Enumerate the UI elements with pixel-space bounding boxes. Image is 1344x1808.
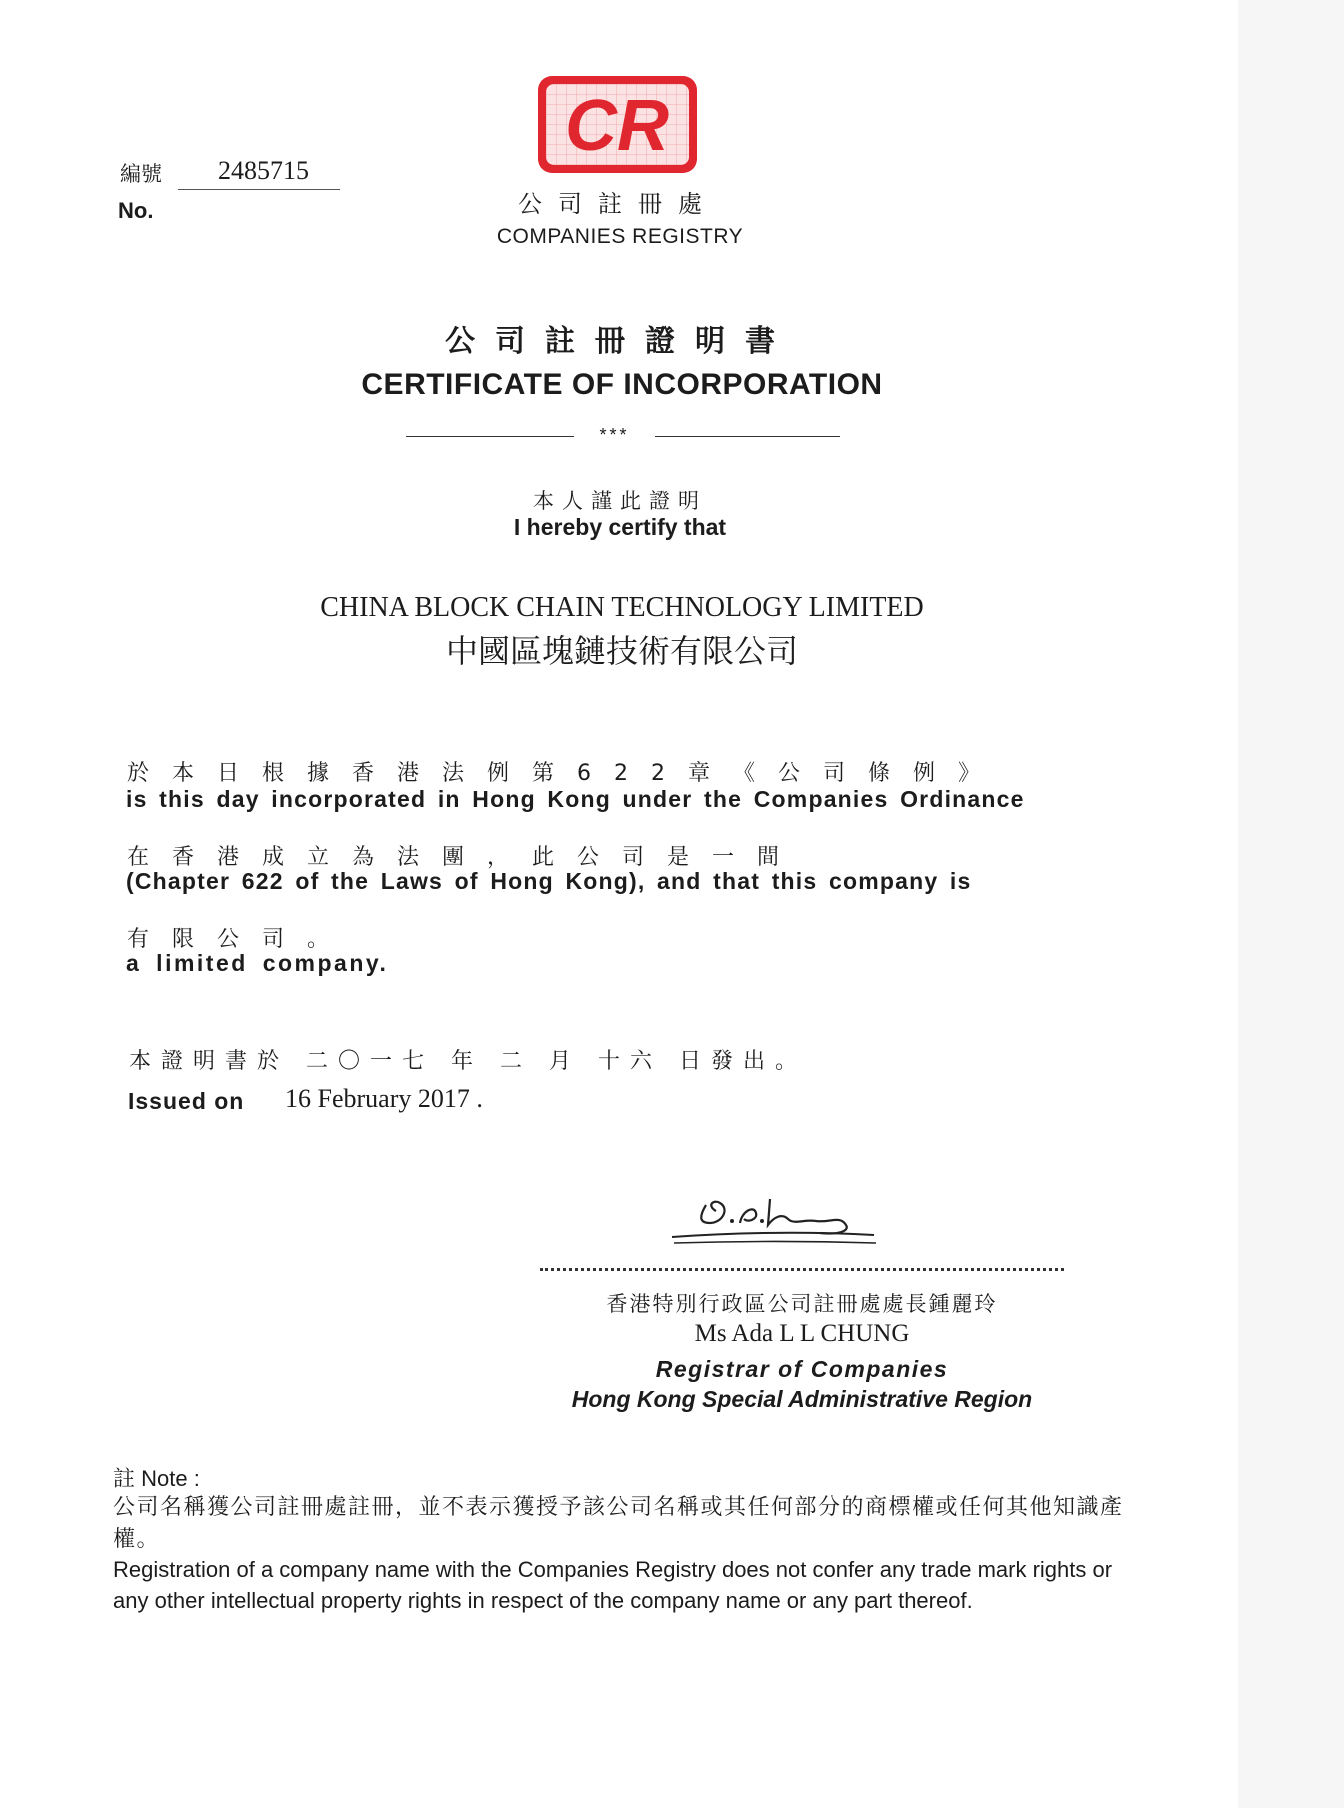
certificate-no-value: 2485715: [218, 156, 309, 185]
note-en: Registration of a company name with the Companies Registry does not confer any trade mark rights or any other intellectual property rights in respect of the company name or any part thereof.: [113, 1557, 1113, 1613]
title-en: CERTIFICATE OF INCORPORATION: [361, 368, 883, 401]
company-name-en: CHINA BLOCK CHAIN TECHNOLOGY LIMITED: [320, 592, 924, 623]
title-rule-right: [655, 436, 840, 437]
title-rule-left: [406, 436, 574, 437]
title-separator: ***: [599, 425, 630, 445]
logo-text: CR: [565, 86, 669, 166]
signatory-title-zh: 香港特別行政區公司註冊處處長鍾麗玲: [606, 1292, 998, 1316]
body-line3-en: a limited company.: [126, 950, 389, 976]
company-name-zh: 中國區塊鏈技術有限公司: [445, 632, 798, 670]
note-zh: 公司名稱獲公司註冊處註冊，並不表示獲授予該公司名稱或其任何部分的商標權或任何其他知識產權。: [113, 1495, 1124, 1552]
certify-zh: 本人謹此證明: [533, 489, 707, 513]
body-line3-zh: 有限公司。: [127, 927, 353, 952]
certificate-no-underline: [178, 189, 340, 190]
issued-label-en: Issued on: [128, 1088, 245, 1114]
issued-zh: 本證明書於 二〇一七 年 二 月 十六 日發出。: [129, 1049, 807, 1074]
signatory-name: Ms Ada L L CHUNG: [694, 1320, 910, 1347]
signature-dotted-line: [540, 1268, 1064, 1271]
note-header: 註 Note :: [113, 1466, 200, 1491]
registrar-signature: [670, 1185, 880, 1251]
signatory-title-en-2: Hong Kong Special Administrative Region: [571, 1386, 1033, 1412]
body-line1-zh: 於本日根據香港法例第622章《公司條例》: [127, 761, 1003, 786]
certify-en: I hereby certify that: [513, 514, 727, 540]
issued-date-en: 16 February 2017 .: [285, 1084, 483, 1113]
issuer-name-zh: 公司註冊處: [518, 190, 718, 218]
companies-registry-logo: [536, 74, 699, 175]
page-edge: [1238, 0, 1344, 1808]
issuer-name-en: COMPANIES REGISTRY: [496, 225, 744, 248]
body-line1-en: is this day incorporated in Hong Kong under the Companies Ordinance: [126, 786, 1025, 812]
body-line2-zh: 在香港成立為法團，此公司是一間: [127, 845, 803, 870]
body-line2-en: (Chapter 622 of the Laws of Hong Kong), and that this company is: [126, 868, 972, 894]
title-zh: 公司註冊證明書: [445, 324, 795, 359]
certificate-no-label-en: No.: [118, 198, 154, 223]
certificate-no-label-zh: 編號: [120, 162, 162, 186]
signatory-title-en-1: Registrar of Companies: [655, 1356, 949, 1382]
